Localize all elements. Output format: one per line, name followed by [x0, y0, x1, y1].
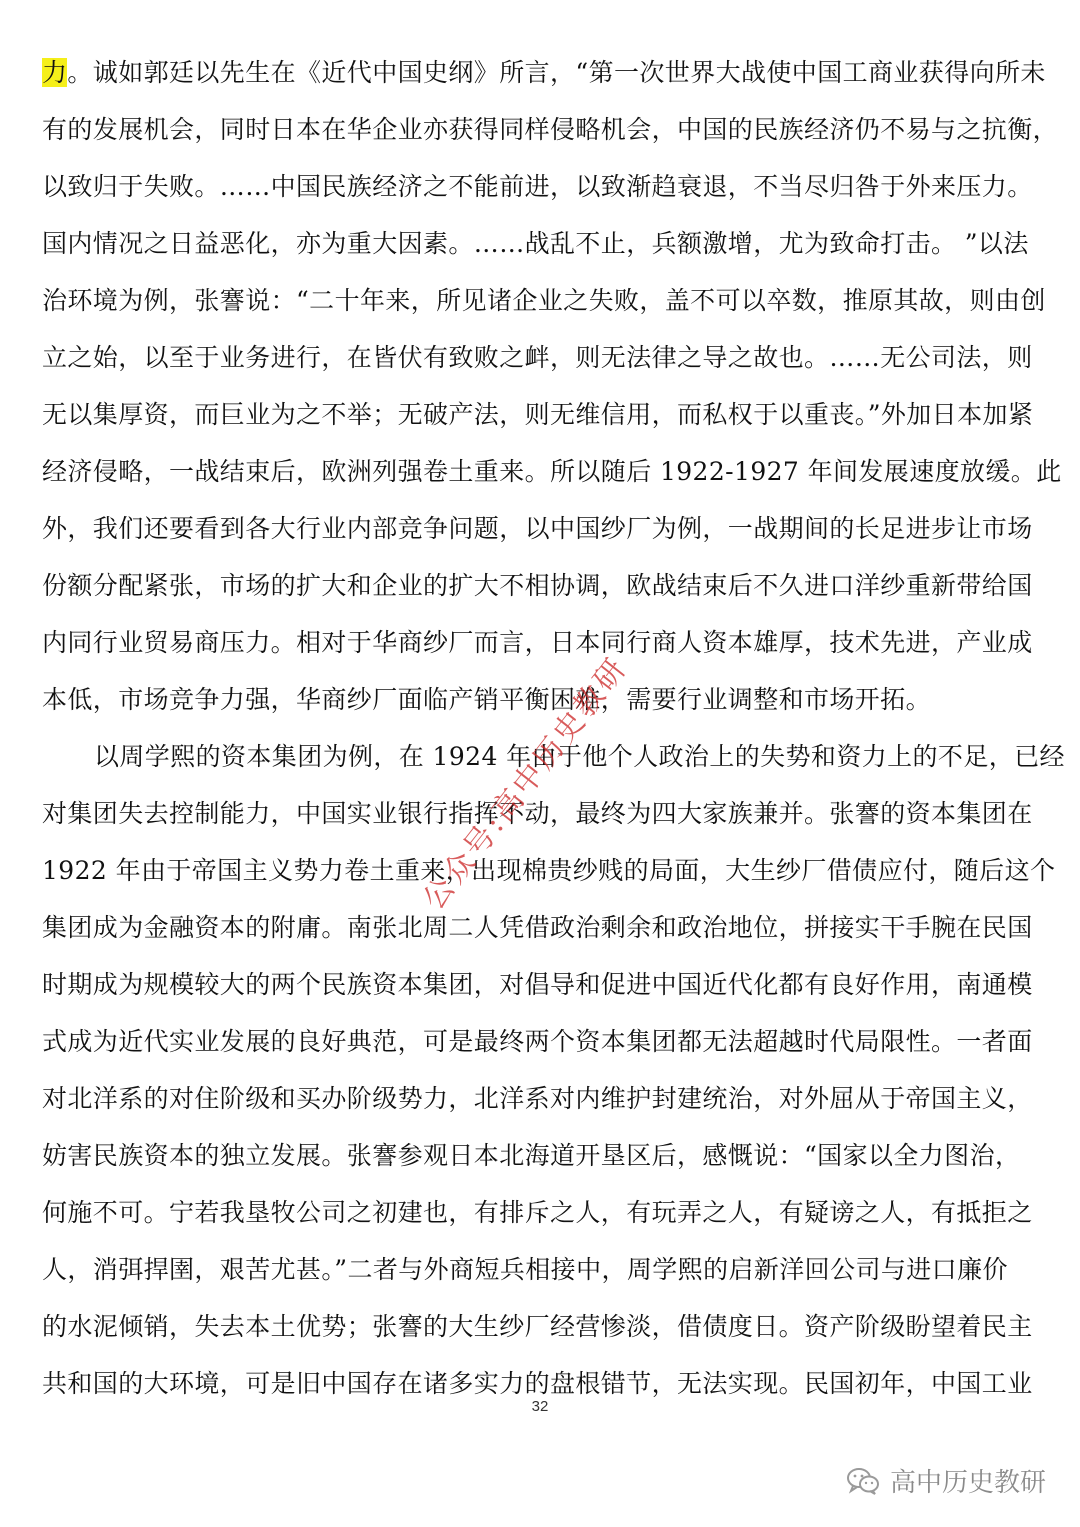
line-text: 。诚如郭廷以先生在《近代中国史纲》所言，“第一次世界大战使中国工商业获得向所未 — [67, 58, 1046, 87]
text-line — [42, 728, 1065, 785]
text-line — [42, 158, 1042, 215]
line-text: 对北洋系的对住阶级和买办阶级势力，北洋系对内维护封建统治，对外屈从于帝国主义， — [42, 1084, 1033, 1113]
text-line — [42, 785, 1042, 842]
text-line — [42, 1184, 1042, 1241]
text-line — [42, 215, 1042, 272]
text-line — [42, 272, 1046, 329]
footer-brand-label: 高中历史教研 — [889, 1468, 1046, 1498]
line-text: 有的发展机会，同时日本在华企业亦获得同样侵略机会，中国的民族经济仍不易与之抗衡， — [42, 115, 1059, 144]
line-text: 集团成为金融资本的附庸。南张北周二人凭借政治剩余和政治地位，拼接实干手腕在民国 — [42, 913, 1033, 942]
text-line — [42, 1298, 1042, 1355]
line-text: 共和国的大环境，可是旧中国存在诸多实力的盘根错节，无法实现。民国初年，中国工业 — [42, 1369, 1033, 1398]
text-line — [42, 44, 1046, 101]
line-text: 时期成为规模较大的两个民族资本集团，对倡导和促进中国近代化都有良好作用，南通模 — [42, 970, 1033, 999]
line-text: 无以集厚资，而巨业为之不举；无破产法，则无维信用，而私权于以重丧。”外加日本加紧 — [42, 400, 1034, 429]
text-line — [42, 1070, 1042, 1127]
line-text: 立之始，以至于业务进行，在皆伏有致败之衅，则无法律之导之故也。……无公司法，则 — [42, 343, 1033, 372]
text-line — [42, 557, 1042, 614]
line-text: 式成为近代实业发展的良好典范，可是最终两个资本集团都无法超越时代局限性。一者面 — [42, 1027, 1033, 1056]
text-line — [42, 899, 1042, 956]
line-text: 经济侵略，一战结束后，欧洲列强卷土重来。所以随后 1922-1927 年间发展速度放缓。此 — [42, 457, 1062, 486]
text-line — [42, 101, 1059, 158]
highlighted-text: 力 — [42, 58, 68, 87]
text-line — [42, 842, 1056, 899]
line-text: 以致归于失败。……中国民族经济之不能前进，以致渐趋衰退，不当尽归咎于外来压力。 — [42, 172, 1033, 201]
line-text: 妨害民族资本的独立发展。张謇参观日本北海道开垦区后，感慨说：“国家以全力图治， — [42, 1141, 1021, 1170]
line-text: 外，我们还要看到各大行业内部竞争问题，以中国纱厂为例，一战期间的长足进步让市场 — [42, 514, 1033, 543]
text-line — [42, 614, 1042, 671]
line-text: 1922 年由于帝国主义势力卷土重来，出现棉贵纱贱的局面，大生纱厂借债应付，随后这个 — [42, 856, 1056, 885]
line-text: 的水泥倾销，失去本土优势；张謇的大生纱厂经营惨淡，借债度日。资产阶级盼望着民主 — [42, 1312, 1033, 1341]
text-line — [42, 671, 1042, 728]
wechat-icon — [846, 1466, 880, 1496]
text-line — [42, 1013, 1042, 1070]
line-text: 何施不可。宁若我垦牧公司之初建也，有排斥之人，有玩弄之人，有疑谤之人，有抵拒之 — [42, 1198, 1033, 1227]
line-text: 份额分配紧张，市场的扩大和企业的扩大不相协调，欧战结束后不久进口洋纱重新带给国 — [42, 571, 1033, 600]
text-line — [42, 1127, 1042, 1184]
text-line — [42, 1241, 1042, 1298]
line-text: 本低，市场竞争力强，华商纱厂面临产销平衡困难，需要行业调整和市场开拓。 — [42, 685, 932, 714]
text-line — [42, 386, 1042, 443]
line-text: 治环境为例，张謇说：“二十年来，所见诸企业之失败，盖不可以卒数，推原其故，则由创 — [42, 286, 1046, 315]
text-line — [42, 956, 1042, 1013]
watermark-stamp: 公众号:高中历史教研 — [416, 650, 635, 917]
line-text: 人，消弭捍圉，艰苦尤甚。”二者与外商短兵相接中，周学熙的启新洋回公司与进口廉价 — [42, 1255, 1008, 1284]
line-text: 国内情况之日益恶化，亦为重大因素。……战乱不止，兵额激增，尤为致命打击。 ”以法 — [42, 229, 1029, 258]
text-line — [42, 443, 1062, 500]
text-line — [42, 329, 1042, 386]
footer-brand[interactable] — [846, 1462, 1046, 1499]
line-text: 内同行业贸易商压力。相对于华商纱厂而言，日本同行商人资本雄厚，技术先进，产业成 — [42, 628, 1033, 657]
line-text: 以周学熙的资本集团为例，在 1924 年由于他个人政治上的失势和资力上的不足，已经 — [94, 742, 1065, 771]
page-number: 32 — [531, 1398, 549, 1415]
document-body — [42, 44, 1065, 1412]
text-line — [42, 500, 1042, 557]
line-text: 对集团失去控制能力，中国实业银行指挥不动，最终为四大家族兼并。张謇的资本集团在 — [42, 799, 1033, 828]
